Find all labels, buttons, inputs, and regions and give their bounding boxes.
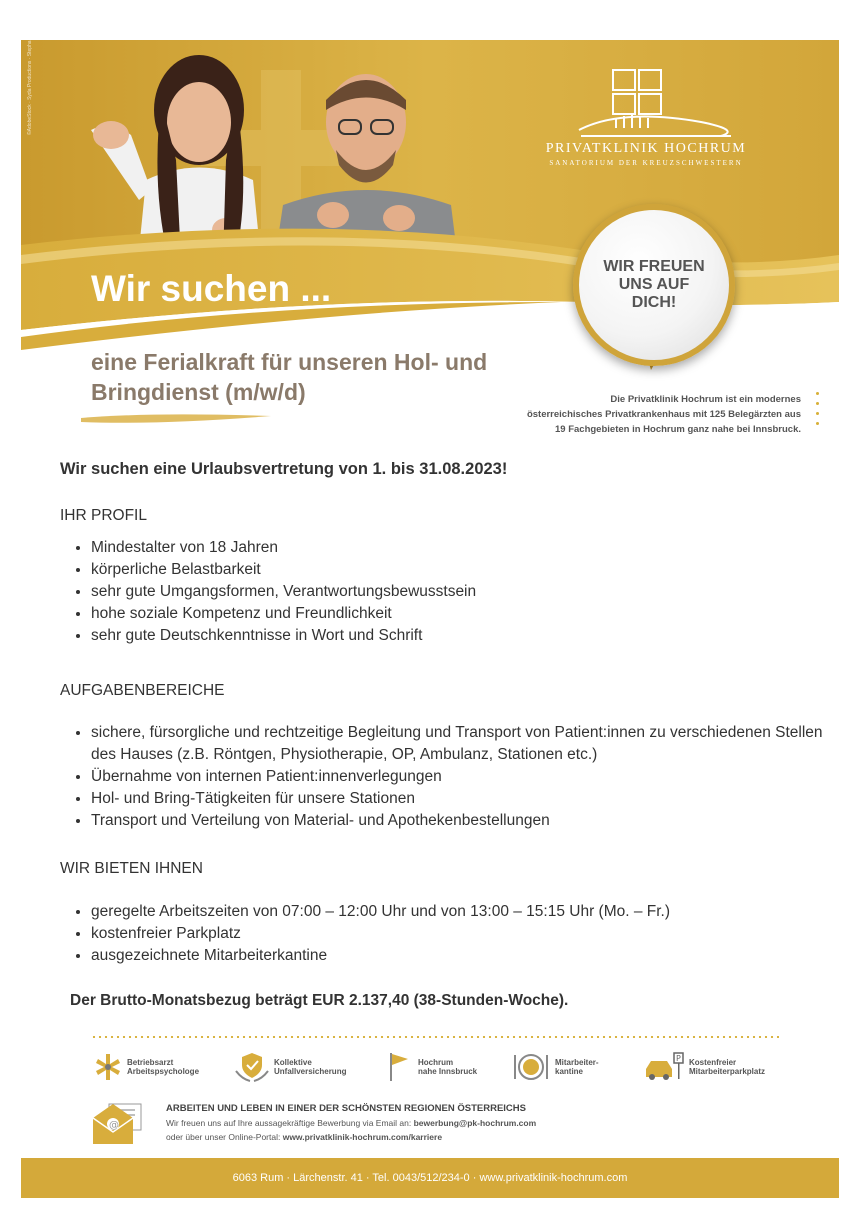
career-portal-link[interactable]: www.privatklinik-hochrum.com/karriere bbox=[282, 1132, 443, 1142]
benefit-item: Kollektive Unfallversicherung bbox=[234, 1048, 346, 1086]
list-item: • geregelte Arbeitszeiten von 07:00 – 12:00 Uhr und von 13:00 – 15:15 Uhr (Mo. – Fr.) bbox=[91, 901, 670, 923]
badge-text: WIR FREUEN UNS AUF DICH! bbox=[603, 258, 705, 311]
list-item: • kostenfreier Parkplatz bbox=[91, 923, 670, 945]
job-title: eine Ferialkraft für unseren Hol- und Bringdienst (m/w/d) bbox=[91, 349, 488, 405]
location-flag-icon bbox=[386, 1051, 414, 1083]
contact-block: ARBEITEN UND LEBEN IN EINER DER SCHÖNSTEN REGIONEN ÖSTERREICHS Wir freuen uns auf Ihre aussagekräftige Bewerbung via Email an: bewerbung@pk-hochrum.com oder über unser Online-Portal: www.privatklinik-hochrum.com/karriere bbox=[166, 1103, 537, 1142]
clinic-logo bbox=[521, 65, 771, 167]
list-item: • Hol- und Bring-Tätigkeiten für unsere Stationen bbox=[91, 788, 831, 810]
list-item: • Mindestalter von 18 Jahren bbox=[91, 537, 476, 559]
lead-statement: Wir suchen eine Urlaubsvertretung von 1. bis 31.08.2023! bbox=[60, 460, 508, 478]
tasks-list bbox=[71, 722, 831, 832]
logo-name: PRIVATKLINIK HOCHRUM bbox=[545, 141, 747, 156]
hero-header bbox=[21, 18, 839, 435]
list-item: • sichere, fürsorgliche und rechtzeitige Begleitung und Transport von Patient:innen zu verschiedenen Stellen des Hauses (z.B. Röntgen, Physiotherapie, OP, Ambulanz, Stationen etc.) bbox=[91, 722, 831, 766]
benefit-item: Betriebsarzt Arbeitspsychologe bbox=[93, 1048, 199, 1086]
decorative-dots bbox=[816, 392, 820, 432]
profile-heading: IHR PROFIL bbox=[60, 507, 147, 524]
car-parking-icon bbox=[643, 1051, 685, 1083]
offer-list bbox=[71, 901, 670, 967]
profile-list bbox=[71, 537, 476, 647]
headline: Wir suchen ... bbox=[91, 268, 332, 309]
tasks-heading: AUFGABENBEREICHE bbox=[60, 682, 225, 699]
footer-bar: 6063 Rum · Lärchenstr. 41 · Tel. 0043/512/234-0 · www.privatklinik-hochrum.com bbox=[21, 1158, 839, 1198]
list-item: • sehr gute Umgangsformen, Verantwortungsbewusstsein bbox=[91, 581, 476, 603]
list-item: • körperliche Belastbarkeit bbox=[91, 559, 476, 581]
list-item: • hohe soziale Kompetenz und Freundlichkeit bbox=[91, 603, 476, 625]
list-item: • ausgezeichnete Mitarbeiterkantine bbox=[91, 945, 670, 967]
email-envelope-icon bbox=[91, 1102, 145, 1146]
benefit-item: Mitarbeiter- kantine bbox=[511, 1048, 599, 1086]
application-email-link[interactable]: bewerbung@pk-hochrum.com bbox=[413, 1118, 537, 1128]
clinic-intro: Die Privatklinik Hochrum ist ein modernes österreichisches Privatkrankenhaus mit 125 Belegärzten aus 19 Fachgebieten in Hochrum ganz nahe bei Innsbruck. bbox=[526, 394, 801, 435]
logo-subtitle: SANATORIUM DER KREUZSCHWESTERN bbox=[549, 159, 743, 167]
welcome-badge bbox=[573, 204, 735, 366]
svg-text:P: P bbox=[676, 1054, 681, 1063]
medical-staff-icon bbox=[93, 1052, 123, 1082]
contact-title: ARBEITEN UND LEBEN IN EINER DER SCHÖNSTEN REGIONEN ÖSTERREICHS bbox=[166, 1103, 526, 1114]
list-item: • sehr gute Deutschkenntnisse in Wort und Schrift bbox=[91, 625, 476, 647]
svg-text:@: @ bbox=[109, 1120, 119, 1131]
insurance-shield-icon bbox=[234, 1051, 270, 1083]
salary-statement: Der Brutto-Monatsbezug beträgt EUR 2.137,40 (38-Stunden-Woche). bbox=[70, 992, 569, 1009]
offer-heading: WIR BIETEN IHNEN bbox=[60, 860, 203, 877]
list-item: • Transport und Verteilung von Material- und Apothekenbestellungen bbox=[91, 810, 831, 832]
photo-credit: ©AdobeStock · Syda Productions · Stephanie Studio bbox=[27, 18, 33, 135]
benefit-item: P Kostenfreier Mitarbeiterparkplatz bbox=[643, 1048, 765, 1086]
benefit-item: Hochrum nahe Innsbruck bbox=[386, 1048, 477, 1086]
dotted-divider bbox=[91, 1036, 779, 1038]
job-ad-page bbox=[21, 18, 839, 1198]
list-item: • Übernahme von internen Patient:innenverlegungen bbox=[91, 766, 831, 788]
cutlery-plate-icon bbox=[511, 1051, 551, 1083]
